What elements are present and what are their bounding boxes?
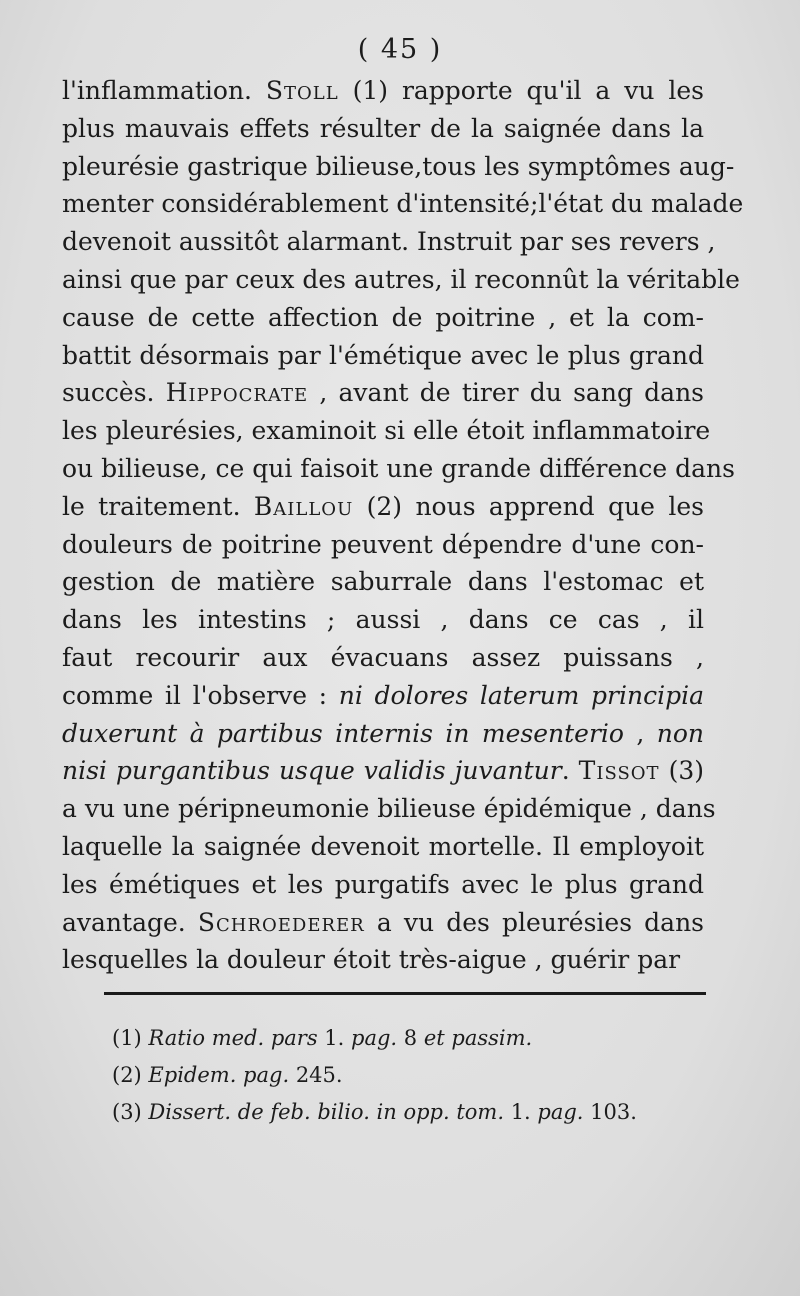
text-line: [62, 450, 735, 488]
text-segment: pleurésie gastrique bilieuse,tous les symptômes aug-: [62, 151, 735, 181]
italic-text: pag.: [537, 1100, 584, 1124]
text-segment: ou bilieuse, ce qui faisoit une grande différence dans: [62, 453, 735, 483]
text-line: [62, 148, 735, 186]
text-segment: (2): [112, 1063, 149, 1087]
text-segment: devenoit aussitôt alarmant. Instruit par ses revers ,: [62, 227, 716, 257]
italic-text: Epidem. pag.: [148, 1063, 290, 1087]
text-segment: l'inflammation.: [62, 76, 266, 105]
text-line: [62, 563, 704, 601]
text-segment: ainsi que par ceux des autres, il reconnût la véritable: [62, 264, 740, 294]
text-segment: douleurs de poitrine peuvent dépendre d'une con-: [62, 529, 704, 559]
text-line: [62, 790, 716, 828]
text-line: [62, 261, 740, 299]
italic-text: non: [656, 718, 704, 748]
text-line: [62, 374, 704, 412]
text-segment: comme il l'observe :: [62, 680, 339, 710]
text-segment: gestion de matière saburrale dans l'estomac et: [62, 567, 704, 597]
text-segment: menter considérablement d'intensité;l'état du malade: [62, 189, 744, 219]
text-segment: (3): [112, 1100, 149, 1124]
text-line: [62, 223, 716, 261]
text-segment: les émétiques et les purgatifs avec le plus grand: [62, 869, 704, 899]
text-segment: lesquelles la douleur étoit très-aigue , guérir par: [62, 945, 681, 975]
text-segment: 1.: [504, 1100, 538, 1124]
text-segment: (1): [112, 1026, 149, 1050]
italic-text: pag.: [351, 1026, 398, 1050]
text-line: [62, 337, 704, 375]
footnote: [112, 1020, 712, 1057]
text-segment: battit désormais par l'émétique avec le plus grand: [62, 340, 704, 370]
text-segment: plus mauvais effets résulter de la saignée dans la: [62, 113, 704, 143]
text-line: [62, 299, 704, 337]
text-segment: 103.: [583, 1100, 637, 1124]
page-number: ( 45 ): [357, 34, 443, 65]
text-line: [62, 941, 704, 979]
footnotes: [112, 1020, 712, 1131]
author-name: Baillou: [253, 491, 354, 521]
text-segment: faut recourir aux évacuans assez puissans ,: [62, 642, 704, 672]
italic-text: ni dolores laterum principia: [338, 680, 704, 710]
text-segment: .: [561, 756, 579, 786]
text-line: [62, 752, 704, 790]
text-line: [62, 185, 744, 223]
text-segment: ,: [623, 718, 657, 748]
text-line: [62, 412, 711, 450]
text-segment: a vu des pleurésies dans: [364, 907, 705, 937]
text-segment: (3): [659, 756, 704, 786]
text-segment: laquelle la saignée devenoit mortelle. Il employoit: [62, 831, 704, 861]
text-line: [62, 488, 704, 526]
text-line: [62, 866, 704, 904]
italic-text: duxerunt à partibus internis in mesenterio: [62, 718, 624, 748]
italic-text: et passim.: [423, 1026, 533, 1050]
text-segment: (1) rapporte qu'il a vu les: [338, 76, 704, 105]
text-segment: le traitement.: [62, 491, 254, 521]
italic-text: nisi purgantibus usque validis juvantur: [62, 756, 562, 786]
text-line: [62, 828, 704, 866]
text-line: [62, 639, 704, 677]
text-line: [62, 72, 704, 110]
text-segment: (2) nous apprend que les: [353, 491, 704, 521]
text-segment: 1.: [317, 1026, 352, 1050]
author-name: Tissot: [578, 756, 660, 786]
text-segment: avantage.: [62, 907, 198, 937]
italic-text: Dissert. de feb. bilio. in opp. tom.: [148, 1100, 505, 1124]
author-name: Stoll: [265, 76, 339, 105]
italic-text: Ratio med. pars: [148, 1026, 318, 1050]
text-segment: 8: [397, 1026, 424, 1050]
text-segment: dans les intestins ; aussi , dans ce cas , il: [62, 605, 704, 635]
text-line: [62, 904, 704, 942]
text-line: [62, 601, 704, 639]
footnote: [112, 1057, 712, 1094]
text-segment: 245.: [289, 1063, 343, 1087]
text-segment: , avant de tirer du sang dans: [308, 378, 704, 408]
text-line: [62, 110, 704, 148]
text-line: [62, 715, 704, 753]
footnote-rule: [104, 992, 706, 995]
text-line: [62, 526, 704, 564]
footnote: [112, 1094, 712, 1131]
body-text: [62, 72, 744, 979]
author-name: Hippocrate: [165, 378, 309, 408]
text-line: [62, 677, 704, 715]
author-name: Schroederer: [197, 907, 365, 937]
text-segment: les pleurésies, examinoit si elle étoit inflammatoire: [62, 416, 711, 446]
text-segment: a vu une péripneumonie bilieuse épidémique , dans: [62, 794, 716, 824]
text-segment: succès.: [62, 378, 166, 408]
text-segment: cause de cette affection de poitrine , et la com-: [62, 302, 704, 332]
